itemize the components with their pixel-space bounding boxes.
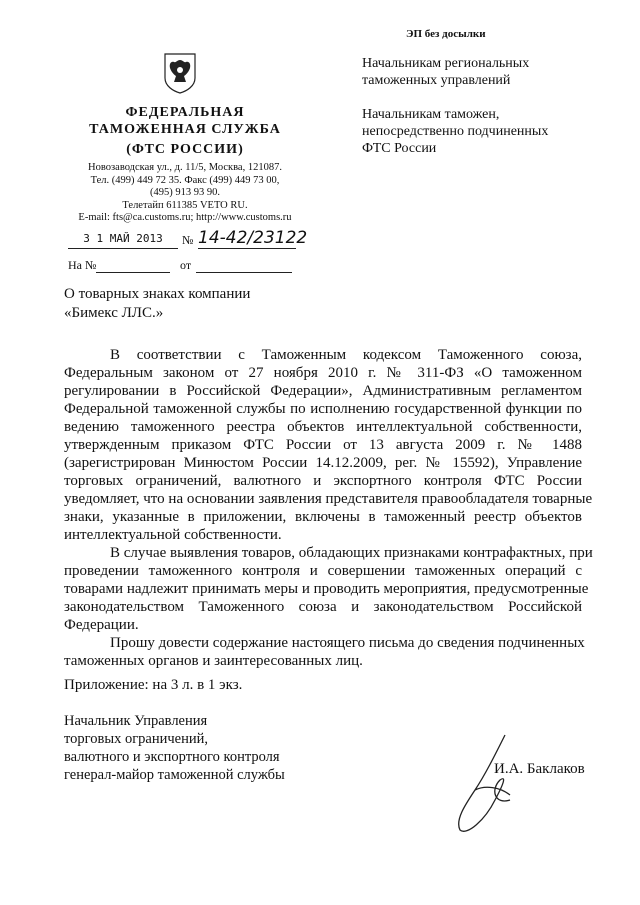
address-line: Новозаводская ул., д. 11/5, Москва, 121087.: [88, 162, 282, 173]
body-line: В соответствии с Таможенным кодексом Таможенного союза,: [110, 347, 582, 363]
letter-body: [64, 346, 593, 670]
addressee-line: ФТС России: [362, 141, 437, 156]
org-address: [60, 162, 310, 225]
subject: [64, 285, 250, 323]
signatory-line: Начальник Управления: [64, 713, 208, 729]
org-line: ФЕДЕРАЛЬНАЯ: [125, 105, 245, 120]
number-label: №: [182, 233, 194, 247]
body-line: знаки, указанные в приложении, включены в таможенный реестр объектов: [64, 509, 582, 525]
paragraph: [64, 634, 585, 670]
addressee-block: [362, 55, 548, 157]
body-line: законодательством Таможенного союза и законодательством Российской: [64, 599, 582, 615]
coat-of-arms-emblem: [163, 52, 197, 94]
body-line: Федеральным законом от 27 ноября 2010 г. № 311-ФЗ «О таможенном: [64, 365, 582, 381]
body-line: уведомляет, что на основании заявления представителя правообладателя товарные: [64, 491, 593, 507]
subject-line: «Бимекс ЛЛС.»: [64, 305, 164, 321]
ref-number-line: [96, 256, 170, 273]
address-line: Телетайп 611385 VETO RU.: [122, 199, 248, 211]
org-line: (ФТС РОССИИ): [126, 142, 244, 157]
body-line: таможенных органов и заинтересованных лиц.: [64, 653, 363, 669]
body-line: утвержденным приказом ФТС России от 13 августа 2009 г. № 1488: [64, 437, 582, 453]
ref-label: На №: [68, 258, 97, 272]
body-line: торговых ограничений, валютного и экспортного контроля ФТС России: [64, 473, 582, 489]
handwritten-signature: [445, 730, 525, 845]
paragraph: [64, 544, 593, 634]
org-line: ТАМОЖЕННАЯ СЛУЖБА: [89, 122, 281, 137]
body-line: В случае выявления товаров, обладающих признаками контрафактных, при: [110, 545, 593, 561]
addressee-line: таможенных управлений: [362, 73, 511, 88]
body-line: интеллектуальной собственности.: [64, 527, 282, 543]
addressee-line: непосредственно подчиненных: [362, 124, 549, 139]
from-date-line: [196, 256, 292, 273]
signatory-line: валютного и экспортного контроля: [64, 749, 280, 765]
signatory-line: генерал-майор таможенной службы: [64, 767, 285, 783]
addressee-line: Начальникам таможен,: [362, 107, 500, 122]
signatory-title: [64, 712, 285, 784]
address-line: Тел. (499) 449 72 35. Факс (499) 449 73 00,: [90, 174, 280, 186]
addressee-line: Начальникам региональных: [362, 56, 530, 71]
body-line: проведении таможенного контроля и совершении таможенных операций с: [64, 563, 582, 579]
subject-line: О товарных знаках компании: [64, 286, 251, 302]
from-label: от: [180, 258, 192, 272]
body-line: Федерации.: [64, 617, 139, 633]
paragraph: [64, 346, 593, 544]
body-line: регулировании в Российской Федерации», Административным регламентом: [64, 383, 582, 399]
body-line: Федеральной таможенной службы по исполнению государственной функции по: [64, 401, 582, 417]
address-line: E-mail: fts@ca.customs.ru; http://www.customs.ru: [78, 212, 292, 223]
address-line: (495) 913 93 90.: [150, 187, 220, 198]
date-stamp: 3 1 МАЙ 2013: [68, 232, 178, 249]
body-line: товарами надлежит принимать меры и проводить мероприятия, предусмотренные: [64, 581, 589, 597]
document-number: 14-42/23122: [198, 228, 308, 248]
body-line: Прошу довести содержание настоящего письма до сведения подчиненных: [110, 635, 585, 651]
signer-name: И.А. Баклаков: [494, 761, 585, 777]
delivery-mark: ЭП без досылки: [406, 28, 486, 40]
body-line: (зарегистрирован Минюстом России 14.12.2009, рег. № 15592), Управление: [64, 455, 582, 471]
organization-name: [60, 104, 310, 158]
signatory-line: торговых ограничений,: [64, 731, 208, 747]
attachment-note: Приложение: на 3 л. в 1 экз.: [64, 677, 243, 693]
body-line: ведению таможенного реестра объектов интеллектуальной собственности,: [64, 419, 582, 435]
